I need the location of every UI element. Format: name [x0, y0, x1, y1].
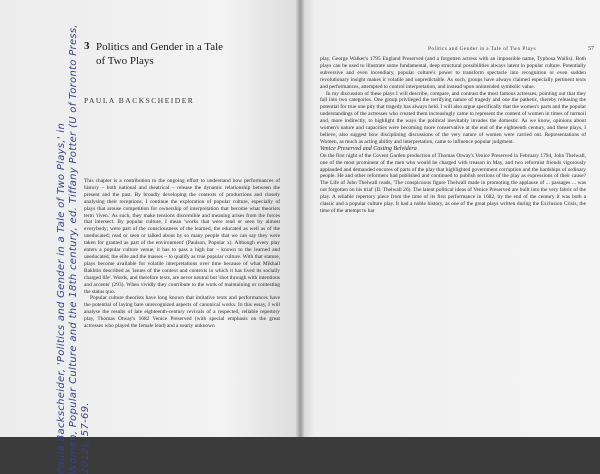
author-name: PAULA BACKSCHEIDER — [84, 96, 195, 105]
handwritten-line-3: 2012), 57-69. — [80, 402, 91, 474]
paragraph: In my discussion of these plays I will describe, compare, and contrast the most famous actresses, pointing out that they fall into two categories. One group privileged the terrifying nature of tragedy and one the pathetic, thereby releasing the potential for true one pity that tragedy has always held. I will also argue specifically that the women's parts and the popular understandings of the actresses who created them increasingly came to represent the content of women in times of turmoil and, more indirectly, to highlight the ways the political inevitably invades the domestic. As we know, opinions about women's nature and capacities were becoming more conservative at the end of the eighteenth century, and these plays, I believe, also suggest how disciplining discussions of the very nature of women were carried out. Representations of Women, as much as acting ability and interpretation, came to influence popular judgment. — [320, 90, 586, 145]
right-page — [300, 0, 600, 437]
paragraph: This chapter is a contribution to the ongoing effort to understand how performances of history – both national and theatrical – release the dynamic relationship between the present and the past. By broadly developing the contexts of productions and closely analysing their receptions, I continue the exploration of popular culture, especially of plays that arouse competition for ownership of interpretation that become what theorists term 'riven.' As such, they make tensions discernible and meaning arises from the forces that intersect. By popular culture, I mean 'works that were read or seen by almost everybody; were part of the consciousness of the learned, the educated as well as of the uneducated; read or seen or talked about by so many people that we can say they were taken for granted as part of the environment' (Paulson, Popular x). Although every play enters a popular culture venue, it has to pass a high bar – known to the learned and uneducated, the elite and the masses – to qualify as true popular culture. With that stature, plays become available for volatile interpretations over time because of what Mikhail Bakhtin described as 'issues of the context and contexts in which it has lived its socially charged life'. Words, and therefore texts, are never neutral but 'shot through with intentions and accents' (293). When vividly they contribute to the work of maintaining or contesting the status quo. — [84, 178, 280, 295]
section-subheading: Venice Preserved and Casting Belvidera — [320, 145, 417, 152]
book-gutter — [296, 0, 304, 437]
paragraph: play, George Walker's 1795 England Preserved (and a forgotten actress with an impossible name, Typhosa Wallis). Both plays can be used to illustrate some fundamental, deep structural possibilities always latent in popular culture. Potentially subversive and even incendiary, popular culture's power to transform spectacle into recognition or even sudden revolutionary insight makes it volatile and unpredictable. As such, groups have always claimed especially pertinent texts and performances, attempted to control interpretation, and instead upon unintended symbolic value. — [320, 56, 586, 90]
chapter-title-line-2: of Two Plays — [96, 55, 154, 67]
chapter-number: 3 — [84, 40, 90, 52]
handwritten-citation — [56, 24, 128, 474]
handwritten-line-1: Paula Backscheider, 'Politics and Gender in a Tale of Two Plays,' in — [56, 122, 67, 474]
page-number: 57 — [588, 46, 594, 52]
paragraph: On the first night of the Covent Garden production of Thomas Otway's Venice Preserved in February 1794, John Thelwall, one of the most prominent of the men who would be charged with treason in May, and two reformist friends vigorously applauded and demanded encores of parts of the play that highlighted government corruption and the hardships of ordinary people. He and other reformers had published and continued to publish sections of the play as expressions of their cause? The Life of John Thelwall reads, 'The conspicuous figure Thelwall made in promoting the applause of ... passages ... was not forgotten on his trial' (II. Thelwall 26). The latent political ideas of Venice Preserved are built into the very fabric of the play. A reliable repertory piece from the time of its first performance in 1682, by the end of the century it was both a classic and a popular culture play. It had a noble history, as one of the great plays written during the Exclusion Crisis, the time of the attempt to bar — [320, 152, 586, 214]
chapter-title-line-1: Politics and Gender in a Tale — [96, 41, 224, 53]
right-body-text — [320, 56, 586, 215]
running-head: Politics and Gender in a Tale of Two Plays — [428, 46, 536, 52]
handwritten-line-2: Women, Popular Culture and the 18th century, ed. Tiffany Potter (U of Toronto Press, — [68, 24, 79, 474]
paragraph: Popular culture theorists have long known that imitative texts and performances have the potential of laying bare unrecognized aspects of canonical works. In this essay, I will analyse the results of late eighteenth-century revivals of a respected, reliable repertory play, Thomas Otway's 1682 Venice Preserved (with special emphasis on the great actresses who played the female lead) and a nearly unknown — [84, 295, 280, 330]
